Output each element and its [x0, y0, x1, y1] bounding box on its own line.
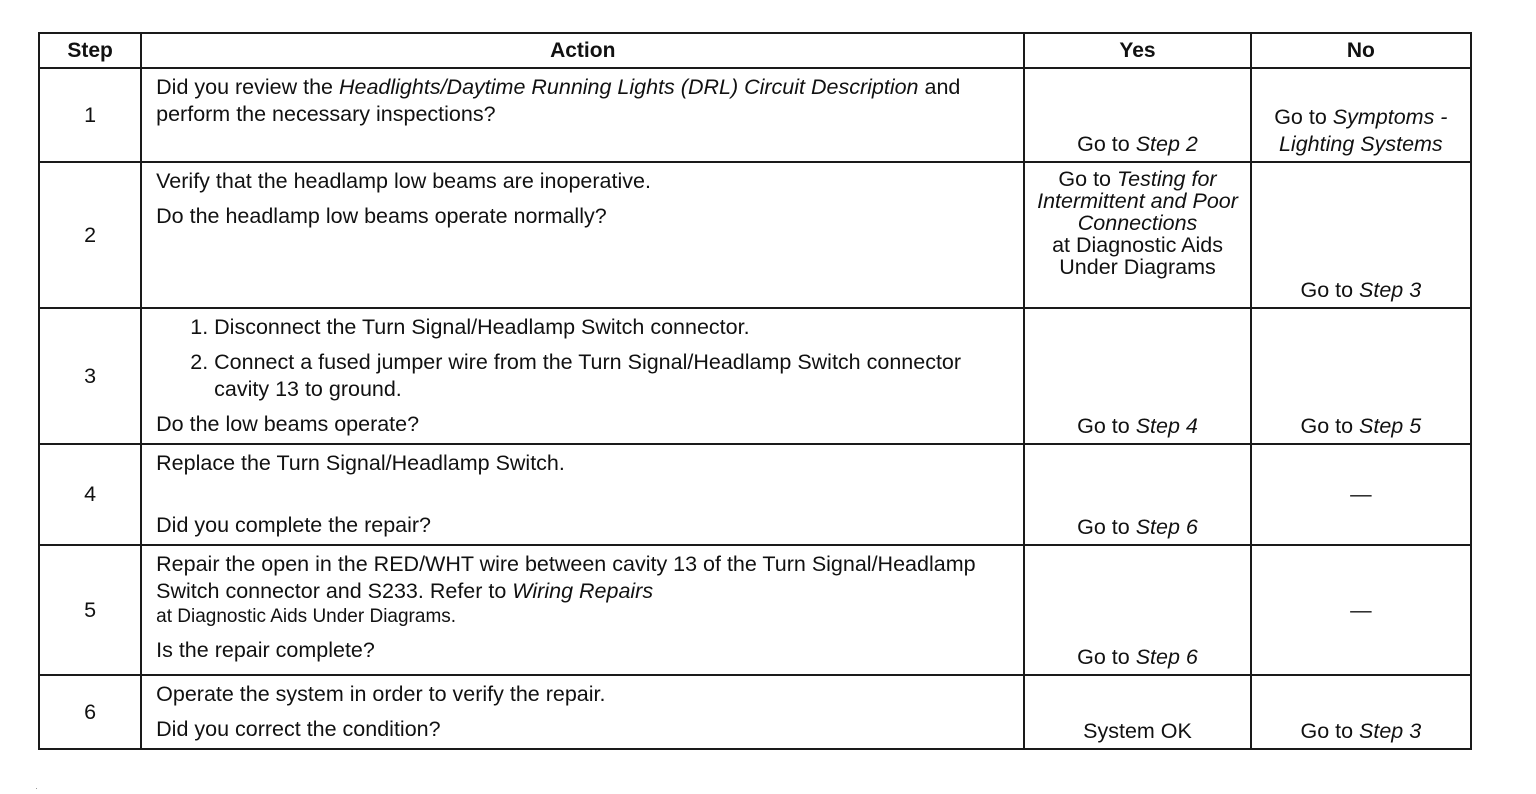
action-cell — [141, 545, 1024, 675]
action-list — [156, 314, 1011, 403]
header-step: Step — [39, 33, 141, 68]
action-text: Operate the system in order to verify the repair. — [156, 682, 606, 706]
list-item: 2. Connect a fused jumper wire from the Turn Signal/Headlamp Switch connector cavity 13 to ground. — [214, 349, 1011, 403]
table-row — [39, 162, 1471, 308]
yes-cell: Go to Step 4 — [1024, 308, 1250, 444]
action-cell — [141, 68, 1024, 162]
step-number: 3 — [39, 308, 141, 444]
action-question: Did you complete the repair? — [156, 513, 432, 537]
yes-cell: Go to Step 6 — [1024, 545, 1250, 675]
yes-cell: Go to Step 6 — [1024, 444, 1250, 545]
table-row — [39, 68, 1471, 162]
action-cell — [141, 675, 1024, 749]
no-cell: Go to Step 5 — [1251, 308, 1471, 444]
action-cell — [141, 162, 1024, 308]
no-value: — — [1350, 482, 1372, 506]
yes-cell: Go to Step 2 — [1024, 68, 1250, 162]
no-cell — [1251, 444, 1471, 545]
action-question: Do the low beams operate? — [156, 412, 420, 436]
scan-speck — [36, 788, 37, 789]
action-text: Replace the Turn Signal/Headlamp Switch. — [156, 451, 565, 475]
action-cell — [141, 444, 1024, 545]
action-cell — [141, 308, 1024, 444]
no-value: — — [1350, 597, 1372, 622]
action-question: Do the headlamp low beams operate normally? — [156, 204, 607, 228]
action-reference: at Diagnostic Aids Under Diagrams. — [156, 606, 457, 627]
no-cell — [1251, 545, 1471, 675]
step-number: 5 — [39, 545, 141, 675]
yes-cell: Go to Testing for Intermittent and Poor Connections at Diagnostic Aids Under Diagrams — [1024, 162, 1250, 308]
header-yes: Yes — [1024, 33, 1250, 68]
table-row — [39, 308, 1471, 444]
step-number: 4 — [39, 444, 141, 545]
action-text: Repair the open in the RED/WHT wire between cavity 13 of the Turn Signal/Headlamp Switch connector and S233. Refer to Wiring Repairs — [156, 552, 976, 603]
no-cell: Go to Step 3 — [1251, 675, 1471, 749]
header-no: No — [1251, 33, 1471, 68]
table-row — [39, 545, 1471, 675]
yes-cell: System OK — [1024, 675, 1250, 749]
diagnostic-table — [38, 32, 1472, 750]
table-row — [39, 675, 1471, 749]
step-number: 6 — [39, 675, 141, 749]
no-cell: Go to Step 3 — [1251, 162, 1471, 308]
action-question: Did you correct the condition? — [156, 717, 441, 741]
action-text: Did you review the Headlights/Daytime Running Lights (DRL) Circuit Description and perform the necessary inspections? — [156, 75, 961, 126]
step-number: 2 — [39, 162, 141, 308]
no-cell: Go to Symptoms - Lighting Systems — [1251, 68, 1471, 162]
table-row — [39, 444, 1471, 545]
action-text: Verify that the headlamp low beams are inoperative. — [156, 169, 651, 193]
step-number: 1 — [39, 68, 141, 162]
action-question: Is the repair complete? — [156, 638, 375, 662]
table-header-row — [39, 33, 1471, 68]
header-action: Action — [141, 33, 1024, 68]
list-item: 1. Disconnect the Turn Signal/Headlamp Switch connector. — [214, 314, 1011, 341]
